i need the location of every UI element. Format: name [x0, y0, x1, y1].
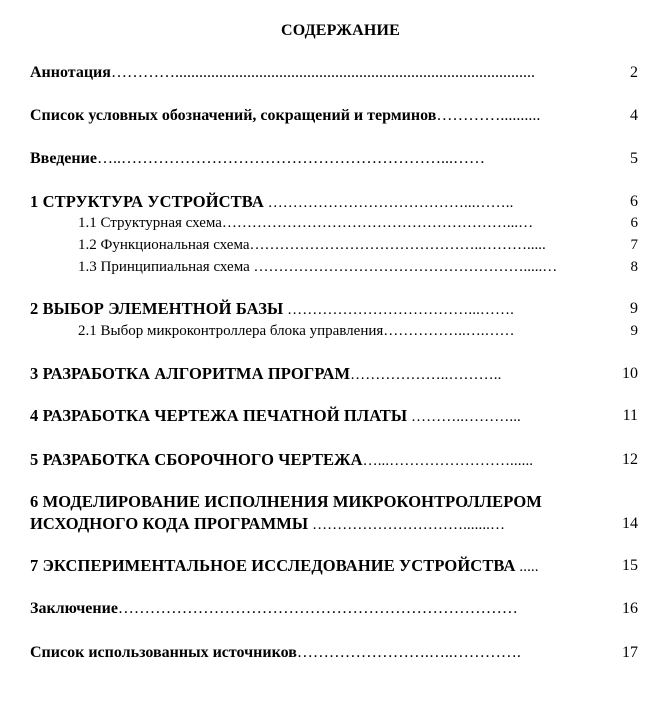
toc-page-number: 5: [630, 150, 638, 167]
toc-page-number: 8: [630, 259, 638, 275]
toc-page-number: 17: [622, 644, 638, 661]
toc-leader: …..……………………………………………………...……: [96, 150, 485, 167]
toc-page-number: 15: [622, 557, 638, 574]
toc-entry-section-2-1[interactable]: [30, 321, 638, 341]
toc-page-number: 14: [622, 515, 638, 532]
toc-entry-section-3[interactable]: [30, 364, 638, 384]
toc-leader: …………………….…..………….: [296, 644, 521, 661]
toc-entry-annotation[interactable]: [30, 63, 638, 83]
toc-leader: ………..………...: [407, 409, 521, 425]
toc-label: 1.3 Принципиальная схема: [78, 259, 250, 275]
toc-page-number: 16: [622, 600, 638, 617]
toc-entry-section-6[interactable]: [30, 514, 638, 534]
toc-entry-section-4[interactable]: [30, 406, 638, 426]
toc-page-number: 2: [630, 64, 638, 81]
toc-leader: ……………..….……: [383, 323, 515, 339]
toc-entry-section-1-1[interactable]: [30, 213, 638, 233]
toc-page-number: 9: [630, 323, 638, 339]
toc-label: Введение: [30, 150, 97, 167]
toc-entry-introduction[interactable]: [30, 149, 638, 169]
toc-label: 2.1 Выбор микроконтроллера блока управления: [78, 323, 384, 339]
toc-label: 5 РАЗРАБОТКА СБОРОЧНОГО ЧЕРТЕЖА: [30, 450, 363, 469]
toc-label: 1 СТРУКТУРА УСТРОЙСТВА: [30, 192, 264, 211]
toc-leader: …………..........: [436, 107, 541, 124]
toc-entry-section-1[interactable]: [30, 192, 638, 212]
page-title: СОДЕРЖАНИЕ: [280, 22, 401, 39]
toc-label: Список условных обозначений, сокращений и терминов: [30, 107, 437, 124]
toc-leader: ………………………………………..……….....: [249, 237, 546, 253]
toc-entry-section-2[interactable]: [30, 299, 638, 319]
toc-page-number: 12: [622, 451, 638, 468]
toc-entry-section-1-3[interactable]: [30, 257, 638, 277]
toc-leader: …………..........................................................................................: [110, 64, 535, 81]
toc-leader: ……………………………………………….....…: [249, 259, 558, 275]
toc-label: ИСХОДНОГО КОДА ПРОГРАММЫ: [30, 514, 309, 533]
toc-entry-section-6-line1: 6 МОДЕЛИРОВАНИЕ ИСПОЛНЕНИЯ МИКРОКОНТРОЛЛЕРОМ: [30, 492, 542, 511]
toc-label: 2 ВЫБОР ЭЛЕМЕНТНОЙ БАЗЫ: [30, 299, 284, 318]
toc-label: Список использованных источников: [30, 644, 297, 661]
toc-leader: ………………..………..: [350, 367, 502, 383]
toc-label: 4 РАЗРАБОТКА ЧЕРТЕЖА ПЕЧАТНОЙ ПЛАТЫ: [30, 406, 408, 425]
toc-entry-section-5[interactable]: [30, 450, 638, 470]
toc-label: 1.2 Функциональная схема: [78, 237, 250, 253]
toc-page-number: 9: [630, 300, 638, 317]
toc-label: 1.1 Структурная схема: [78, 215, 222, 231]
toc-page-number: 11: [622, 407, 638, 424]
toc-page-number: 10: [622, 365, 638, 382]
toc-page-number: 6: [630, 193, 638, 210]
toc-leader: ………………………….......…: [308, 517, 506, 533]
toc-leader: …………………………………………………...…: [221, 215, 534, 231]
toc-entry-section-7[interactable]: [30, 556, 638, 576]
toc-leader: .....: [515, 559, 539, 575]
toc-page-number: 6: [630, 215, 638, 231]
toc-entry-section-1-2[interactable]: [30, 235, 638, 255]
toc-leader: ………………………………...…….: [283, 302, 514, 318]
toc-entry-abbreviations[interactable]: [30, 106, 638, 126]
toc-label: Аннотация: [30, 64, 111, 81]
toc-label: 3 РАЗРАБОТКА АЛГОРИТМА ПРОГРАМ: [30, 364, 351, 383]
toc-entry-conclusion[interactable]: [30, 599, 638, 619]
toc-page-number: 4: [630, 107, 638, 124]
toc-leader: …………………………………………………………………: [117, 600, 518, 617]
toc-leader: …………………………………...……..: [263, 195, 514, 211]
toc-label: 7 ЭКСПЕРИМЕНТАЛЬНОЕ ИССЛЕДОВАНИЕ УСТРОЙСТВА: [30, 556, 516, 575]
toc-entry-references[interactable]: [30, 643, 638, 663]
toc-page-number: 7: [630, 237, 638, 253]
toc-label: Заключение: [30, 600, 118, 617]
toc-leader: …...……………………......: [362, 453, 534, 469]
